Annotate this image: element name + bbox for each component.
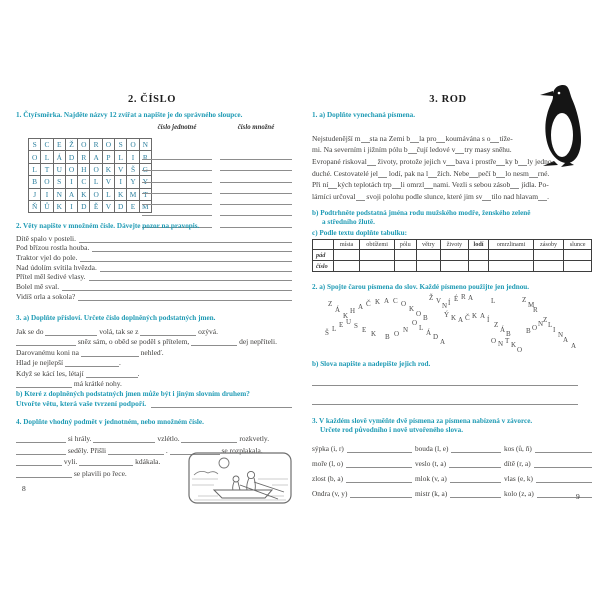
table-empty-cell xyxy=(394,250,416,261)
puzzle-letter: H xyxy=(350,307,356,315)
blank-line xyxy=(518,158,527,166)
word-search-cell: Y xyxy=(127,176,139,188)
table-empty-cell xyxy=(333,261,360,272)
answer-line xyxy=(220,205,292,216)
puzzle-letter: D xyxy=(433,333,439,341)
puzzle-letter: Á xyxy=(500,326,506,334)
fill-in-row: vyli. kdákala. xyxy=(16,455,292,467)
fill-in-row: Vidíš orla a sokola? xyxy=(16,291,292,301)
table-header-cell: životy xyxy=(441,240,469,250)
puzzle-letter: É xyxy=(454,295,459,303)
word-search-cell: S xyxy=(115,139,127,151)
answer-line xyxy=(220,194,292,205)
puzzle-letter: Z xyxy=(543,316,548,324)
puzzle-letter: S xyxy=(354,322,358,330)
puzzle-letter: A xyxy=(458,316,464,324)
word-search-grid xyxy=(28,138,152,213)
word-search-cell: Á xyxy=(53,151,65,163)
fill-in-row: Při ní kých teplotách trp li omrzl nami. Vezli s sebou zásob jídla. Po- xyxy=(312,180,549,190)
blank-line xyxy=(424,181,433,189)
sun-icon xyxy=(219,458,229,468)
puzzle-letter: Z xyxy=(522,296,527,304)
fill-in-row: Pod břízou rostla houba. xyxy=(16,243,292,253)
word-search-cell: C xyxy=(78,176,90,188)
word-search-cell: N xyxy=(139,139,151,151)
left-page-title: 2. ČÍSLO xyxy=(128,94,176,105)
blank-line xyxy=(79,458,133,466)
blank-line xyxy=(108,447,164,455)
blank-line xyxy=(16,338,76,346)
penguin-eye xyxy=(558,92,561,95)
blank-line xyxy=(536,475,592,483)
task4-heading: 4. Doplňte vhodný podmět v jednotném, nebo množném čísle. xyxy=(16,418,204,426)
puzzle-letter: N xyxy=(403,326,409,334)
table-empty-cell xyxy=(360,261,395,272)
penguin-beak xyxy=(540,91,553,96)
fill-in-row: Nejstudenější m sta na Zemi b la pro koumávána s o tíže- xyxy=(312,133,513,143)
letter-swap-items xyxy=(312,438,586,498)
word-search-cell: C xyxy=(41,139,53,151)
letter-swap-item: sýpka (i, r) xyxy=(312,438,412,453)
word-search-cell: O xyxy=(90,188,102,200)
answer-line xyxy=(142,160,212,171)
answer-line xyxy=(312,385,578,386)
blank-line xyxy=(450,475,501,483)
word-search-cell: I xyxy=(65,176,77,188)
table-empty-cell xyxy=(489,250,533,261)
task2-sentence-rows xyxy=(16,233,292,301)
fill-letters-paragraph xyxy=(312,131,584,201)
puzzle-letter: Ž xyxy=(429,294,434,302)
blank-line xyxy=(181,435,237,443)
puzzle-letter: N xyxy=(538,320,544,328)
blank-line xyxy=(93,435,155,443)
word-search-cell: Ů xyxy=(41,200,53,212)
word-search-cell: L xyxy=(29,163,41,175)
word-search-cell: K xyxy=(115,188,127,200)
fill-in-row: Darovanému koni na nehleď. xyxy=(16,347,164,357)
puzzle-letter: Á xyxy=(426,329,432,337)
task1-answer-lines xyxy=(142,149,292,228)
word-search-cell: V xyxy=(102,176,114,188)
word-search-cell: B xyxy=(29,176,41,188)
word-search-cell: U xyxy=(53,163,65,175)
word-search-cell: M xyxy=(139,200,151,212)
letter-swap-item: veslo (t, a) xyxy=(415,453,501,468)
puzzle-letter: L xyxy=(332,325,337,333)
fill-in-row: má krátké nohy. xyxy=(16,378,292,389)
blank-line xyxy=(140,328,196,336)
fill-in-row: Dítě spalo v posteli. xyxy=(16,233,292,243)
puzzle-letter: R xyxy=(533,306,538,314)
puzzle-letter: E xyxy=(339,321,344,329)
word-search-cell: O xyxy=(65,163,77,175)
word-search-cell: Ž xyxy=(65,139,77,151)
blank-line xyxy=(451,445,501,453)
blank-line xyxy=(80,254,292,262)
blank-line xyxy=(410,135,419,143)
blank-line xyxy=(79,235,292,243)
task1-heading: 1. Čtyřsměrka. Najděte názvy 12 zvířat a napište je do správného sloupce. xyxy=(16,111,243,119)
word-search-cell: N xyxy=(53,188,65,200)
blank-line xyxy=(356,193,365,201)
blank-line xyxy=(538,193,547,201)
rod-task1c-heading: c) Podle textu doplňte tabulku: xyxy=(312,229,408,237)
task3b-heading-line1: b) Které z doplněných podstatných jmen může být i jiným slovním druhem? xyxy=(16,390,250,398)
pad-cislo-table xyxy=(312,239,592,272)
answer-line xyxy=(142,194,212,205)
puzzle-letter: O xyxy=(401,300,407,308)
puzzle-letter: N xyxy=(498,340,504,348)
rod-task1b-heading-line1: b) Podtrhněte podstatná jména rodu mužského modře, ženského zeleně xyxy=(312,209,531,217)
blank-line xyxy=(496,170,505,178)
word-search-cell: I xyxy=(127,151,139,163)
puzzle-letter: Á xyxy=(335,306,341,314)
letter-swap-item: mistr (k, a) xyxy=(415,483,501,498)
table-empty-cell xyxy=(360,250,395,261)
word-search-cell: O xyxy=(102,139,114,151)
puzzle-letter: O xyxy=(412,319,418,327)
fill-in-row: Traktor vjel do pole. xyxy=(16,252,292,262)
fill-in-row: Bolel mě sval. xyxy=(16,281,292,291)
puzzle-letter: A xyxy=(563,336,569,344)
blank-line xyxy=(378,170,387,178)
puzzle-letter: L xyxy=(548,321,553,329)
fill-in-row: Utvořte větu, která vaše tvrzení podpoří. xyxy=(16,399,292,408)
fill-in-row: Hlad je nejlepší . xyxy=(16,358,121,367)
fill-in-row: Jak se do volá, tak se z ozývá. xyxy=(16,326,218,336)
puzzle-letter: A xyxy=(480,312,486,320)
fill-in-row: sněz sám, o oběd se poděl s přítelem, dej nepříteli. xyxy=(16,336,292,347)
word-search-cell: J xyxy=(29,188,41,200)
puzzle-letter: O xyxy=(394,330,400,338)
rod-task2-heading: 2. a) Spojte čarou písmena do slov. Každé písmeno použijte jen jednou. xyxy=(312,283,530,291)
answer-line xyxy=(142,183,212,194)
word-search-cell: L xyxy=(90,176,102,188)
table-header-cell: pólu xyxy=(394,240,416,250)
letter-swap-item: Ondra (v, y) xyxy=(312,483,412,498)
puzzle-letter: K xyxy=(451,314,457,322)
answer-line xyxy=(220,172,292,183)
table-header-cell xyxy=(313,240,334,250)
blank-line xyxy=(449,460,501,468)
letter-swap-item: dítě (r, a) xyxy=(504,453,592,468)
word-search-cell: P xyxy=(102,151,114,163)
blank-line xyxy=(490,135,499,143)
answer-line xyxy=(220,160,292,171)
word-search-cell: L xyxy=(41,151,53,163)
blank-line xyxy=(346,475,412,483)
rod-task3-heading-line2: Určete rod původního i nově utvořeného slova. xyxy=(320,426,464,434)
puzzle-letter: O xyxy=(416,310,422,318)
word-search-cell: R xyxy=(139,151,151,163)
puzzle-letter: K xyxy=(511,341,517,349)
word-search-cell: T xyxy=(41,163,53,175)
fill-in-row: Když se kácí les, létají . xyxy=(16,368,140,378)
table-empty-cell xyxy=(416,250,441,261)
blank-line xyxy=(65,359,119,367)
puzzle-letter: N xyxy=(558,331,564,339)
right-page-number: 9 xyxy=(576,492,580,501)
word-search-cell: S xyxy=(29,139,41,151)
word-search-cell: H xyxy=(78,163,90,175)
table-empty-cell xyxy=(416,261,441,272)
table-header-cell: místa xyxy=(333,240,360,250)
letter-swap-item: zlost (b, a) xyxy=(312,468,412,483)
blank-line xyxy=(535,445,592,453)
puzzle-letter: Ý xyxy=(444,311,450,319)
word-search-cell: I xyxy=(115,176,127,188)
blank-line xyxy=(496,158,505,166)
table-header-cell: lodí xyxy=(468,240,489,250)
blank-line xyxy=(328,181,337,189)
left-page-number: 8 xyxy=(22,484,26,493)
puzzle-letter: Í xyxy=(448,299,451,307)
fill-in-row: lárníci určoval svoji polohu podle slunce, které jim sv tilo nad hlavam . xyxy=(312,192,549,202)
puzzle-letter: A xyxy=(384,297,390,305)
blank-line xyxy=(89,273,293,281)
word-search-cell: Ň xyxy=(29,200,41,212)
blank-line xyxy=(482,193,491,201)
blank-line xyxy=(446,158,455,166)
blank-line xyxy=(346,460,412,468)
puzzle-letter: M xyxy=(528,301,535,309)
letter-swap-item: moře (l, o) xyxy=(312,453,412,468)
puzzle-letter: A xyxy=(468,294,474,302)
word-search-cell: K xyxy=(78,188,90,200)
word-search-cell: A xyxy=(90,151,102,163)
word-search-cell: R xyxy=(78,151,90,163)
puzzle-letter: L xyxy=(419,324,424,332)
answer-line xyxy=(142,149,212,160)
table-header-cell: omrzlinami xyxy=(489,240,533,250)
fill-in-row: Nad údolím svítila hvězda. xyxy=(16,262,292,272)
blank-line xyxy=(16,447,66,455)
blank-line xyxy=(92,244,292,252)
rod-task2b-heading: b) Slova napište a nadepište jejich rod. xyxy=(312,360,431,368)
puzzle-letter: Z xyxy=(328,300,333,308)
table-empty-cell xyxy=(533,250,564,261)
puzzle-letter: A xyxy=(440,338,446,346)
letter-swap-item: bouda (l, e) xyxy=(415,438,501,453)
puzzle-letter: L xyxy=(491,297,496,305)
rod-task1b-heading-line2: a středního žlutě. xyxy=(322,218,375,226)
blank-line xyxy=(78,293,292,301)
blank-line xyxy=(469,170,478,178)
answer-line xyxy=(220,149,292,160)
blank-line xyxy=(347,445,412,453)
fill-in-row: Přítel měl šedivé vlasy. xyxy=(16,272,292,282)
table-empty-cell xyxy=(564,261,592,272)
blank-line xyxy=(16,435,66,443)
puzzle-letter: B xyxy=(526,327,531,335)
page-left xyxy=(8,0,296,600)
puzzle-letter: Č xyxy=(366,300,371,308)
word-search-cell: S xyxy=(53,176,65,188)
blank-line xyxy=(191,338,237,346)
word-search-cell: L xyxy=(102,188,114,200)
puzzle-letter: I xyxy=(553,326,556,334)
fill-in-row: si hrály. vzlétlo. rozkvetly. xyxy=(16,431,292,443)
letter-swap-item: mlok (v, a) xyxy=(415,468,501,483)
puzzle-letter: O xyxy=(517,346,523,354)
blank-line xyxy=(450,490,501,498)
island-shape xyxy=(194,471,218,475)
puzzle-letter: N xyxy=(442,302,448,310)
word-search-cell: M xyxy=(127,188,139,200)
puzzle-letter: B xyxy=(423,314,428,322)
puzzle-letter: C xyxy=(393,297,398,305)
puzzle-letter: Č xyxy=(465,314,470,322)
puzzle-letter: R xyxy=(461,293,466,301)
child-head xyxy=(233,476,239,482)
page-right xyxy=(304,0,592,600)
word-search-cell: L xyxy=(115,151,127,163)
plural-column-header: číslo množné xyxy=(237,124,275,131)
word-search-cell: A xyxy=(65,188,77,200)
puzzle-letter: B xyxy=(385,333,390,341)
puzzle-letter: O xyxy=(491,337,497,345)
blank-line xyxy=(16,458,62,466)
table-header-cell: slunce xyxy=(564,240,592,250)
table-empty-cell xyxy=(394,261,416,272)
word-search-cell: O xyxy=(29,151,41,163)
blank-line xyxy=(537,490,592,498)
letter-connect-puzzle xyxy=(312,292,584,354)
word-search-cell: D xyxy=(115,200,127,212)
puzzle-letter: K xyxy=(472,312,478,320)
puzzle-letter: O xyxy=(532,324,538,332)
table-empty-cell xyxy=(441,261,469,272)
word-search-cell: O xyxy=(41,176,53,188)
letter-swap-item: vlas (e, k) xyxy=(504,468,592,483)
puzzle-letter: A xyxy=(571,342,577,350)
blank-line xyxy=(151,400,292,408)
table-empty-cell xyxy=(489,261,533,272)
blank-line xyxy=(361,135,370,143)
letter-swap-item: kos (ů, ň) xyxy=(504,438,592,453)
puzzle-letter: A xyxy=(358,303,364,311)
right-page-title: 3. ROD xyxy=(429,94,467,105)
word-search-cell: Ě xyxy=(90,200,102,212)
fill-in-row: duché. Cestovatelé jel lodí, pak na l žích. Nebe pečí b lo nesm rné. xyxy=(312,168,550,178)
puzzle-letter: V xyxy=(436,297,442,305)
blank-line xyxy=(16,470,72,478)
blank-line xyxy=(350,490,412,498)
puzzle-letter: K xyxy=(409,305,415,313)
puzzle-letter: K xyxy=(375,298,381,306)
word-search-cell: K xyxy=(53,200,65,212)
blank-line xyxy=(534,460,592,468)
word-search-cell: E xyxy=(53,139,65,151)
table-empty-cell xyxy=(468,250,489,261)
blank-line xyxy=(86,370,138,378)
word-search-cell: V xyxy=(102,200,114,212)
table-row-label: číslo xyxy=(313,261,334,272)
word-search-cell: O xyxy=(90,163,102,175)
blank-line xyxy=(510,181,519,189)
rod-task1-heading: 1. a) Doplňte vynechaná písmena. xyxy=(312,111,416,119)
table-empty-cell xyxy=(533,261,564,272)
word-search-cell: Y xyxy=(139,176,151,188)
word-search-cell: O xyxy=(127,139,139,151)
task3-heading: 3. a) Doplňte přísloví. Určete číslo doplněných podstatných jmen. xyxy=(16,314,216,322)
word-search-cell: G xyxy=(139,163,151,175)
blank-line xyxy=(408,146,417,154)
blank-line xyxy=(436,135,445,143)
fill-in-row: se plavili po řece. xyxy=(16,466,292,478)
blank-line xyxy=(392,181,401,189)
puzzle-letter: E xyxy=(362,326,367,334)
table-header-cell: obtížemi xyxy=(360,240,395,250)
rowing-boat-illustration xyxy=(188,452,292,504)
word-search-cell: D xyxy=(78,200,90,212)
blank-line xyxy=(16,380,72,388)
blank-line xyxy=(367,158,376,166)
puzzle-letter: B xyxy=(506,330,511,338)
blank-line xyxy=(455,146,464,154)
answer-line xyxy=(142,205,212,216)
blank-line xyxy=(100,264,292,272)
puzzle-letter: Z xyxy=(494,321,499,329)
table-empty-cell xyxy=(333,250,360,261)
word-search-cell: E xyxy=(127,200,139,212)
word-search-cell: O xyxy=(78,139,90,151)
answer-line xyxy=(220,183,292,194)
puzzle-letter: T xyxy=(505,337,510,345)
singular-column-header: číslo jednotné xyxy=(157,124,197,131)
blank-line xyxy=(529,170,538,178)
answer-line xyxy=(220,217,292,228)
word-search-cell: V xyxy=(115,163,127,175)
blank-line xyxy=(428,170,437,178)
task2-heading: 2. Věty napište v množném čísle. Dávejte pozor na pravopis. xyxy=(16,222,200,230)
child-head xyxy=(247,471,254,478)
puzzle-letter: K xyxy=(343,312,349,320)
word-search-cell: K xyxy=(102,163,114,175)
fill-in-row: seděly. Přišli . se rozplakala. xyxy=(16,443,292,455)
table-empty-cell xyxy=(468,261,489,272)
fill-in-row: Evropané riskoval životy, protože jejich v bava i prostře ky b ly jedno- xyxy=(312,157,555,167)
word-search-cell: T xyxy=(139,188,151,200)
table-row-label: pád xyxy=(313,250,334,261)
blank-line xyxy=(62,283,292,291)
word-search-cell: D xyxy=(65,151,77,163)
answer-line xyxy=(142,172,212,183)
word-search-cell: I xyxy=(65,200,77,212)
word-search-cell: I xyxy=(41,188,53,200)
fill-in-row: mi. Na severním i jižním pólu b čují ledové v try masy sněhu. xyxy=(312,145,512,155)
puzzle-letter: U xyxy=(346,318,352,326)
table-empty-cell xyxy=(564,250,592,261)
blank-line xyxy=(45,328,97,336)
table-header-cell: větry xyxy=(416,240,441,250)
word-search-cell: R xyxy=(90,139,102,151)
table-empty-cell xyxy=(441,250,469,261)
word-search-cell: Š xyxy=(127,163,139,175)
puzzle-letter: Í xyxy=(487,316,490,324)
answer-line xyxy=(312,404,578,405)
task3-proverb-rows xyxy=(16,325,292,388)
letter-swap-item: kolo (z, a) xyxy=(504,483,592,498)
blank-line xyxy=(81,349,139,357)
puzzle-letter: K xyxy=(371,330,377,338)
puzzle-letter: Š xyxy=(325,329,329,337)
table-header-cell: zásoby xyxy=(533,240,564,250)
task3b-answer-row xyxy=(16,399,292,408)
rod-task3-heading-line1: 3. V každém slově vyměňte dvě písmena za písmena nabízená v závorce. xyxy=(312,417,533,425)
